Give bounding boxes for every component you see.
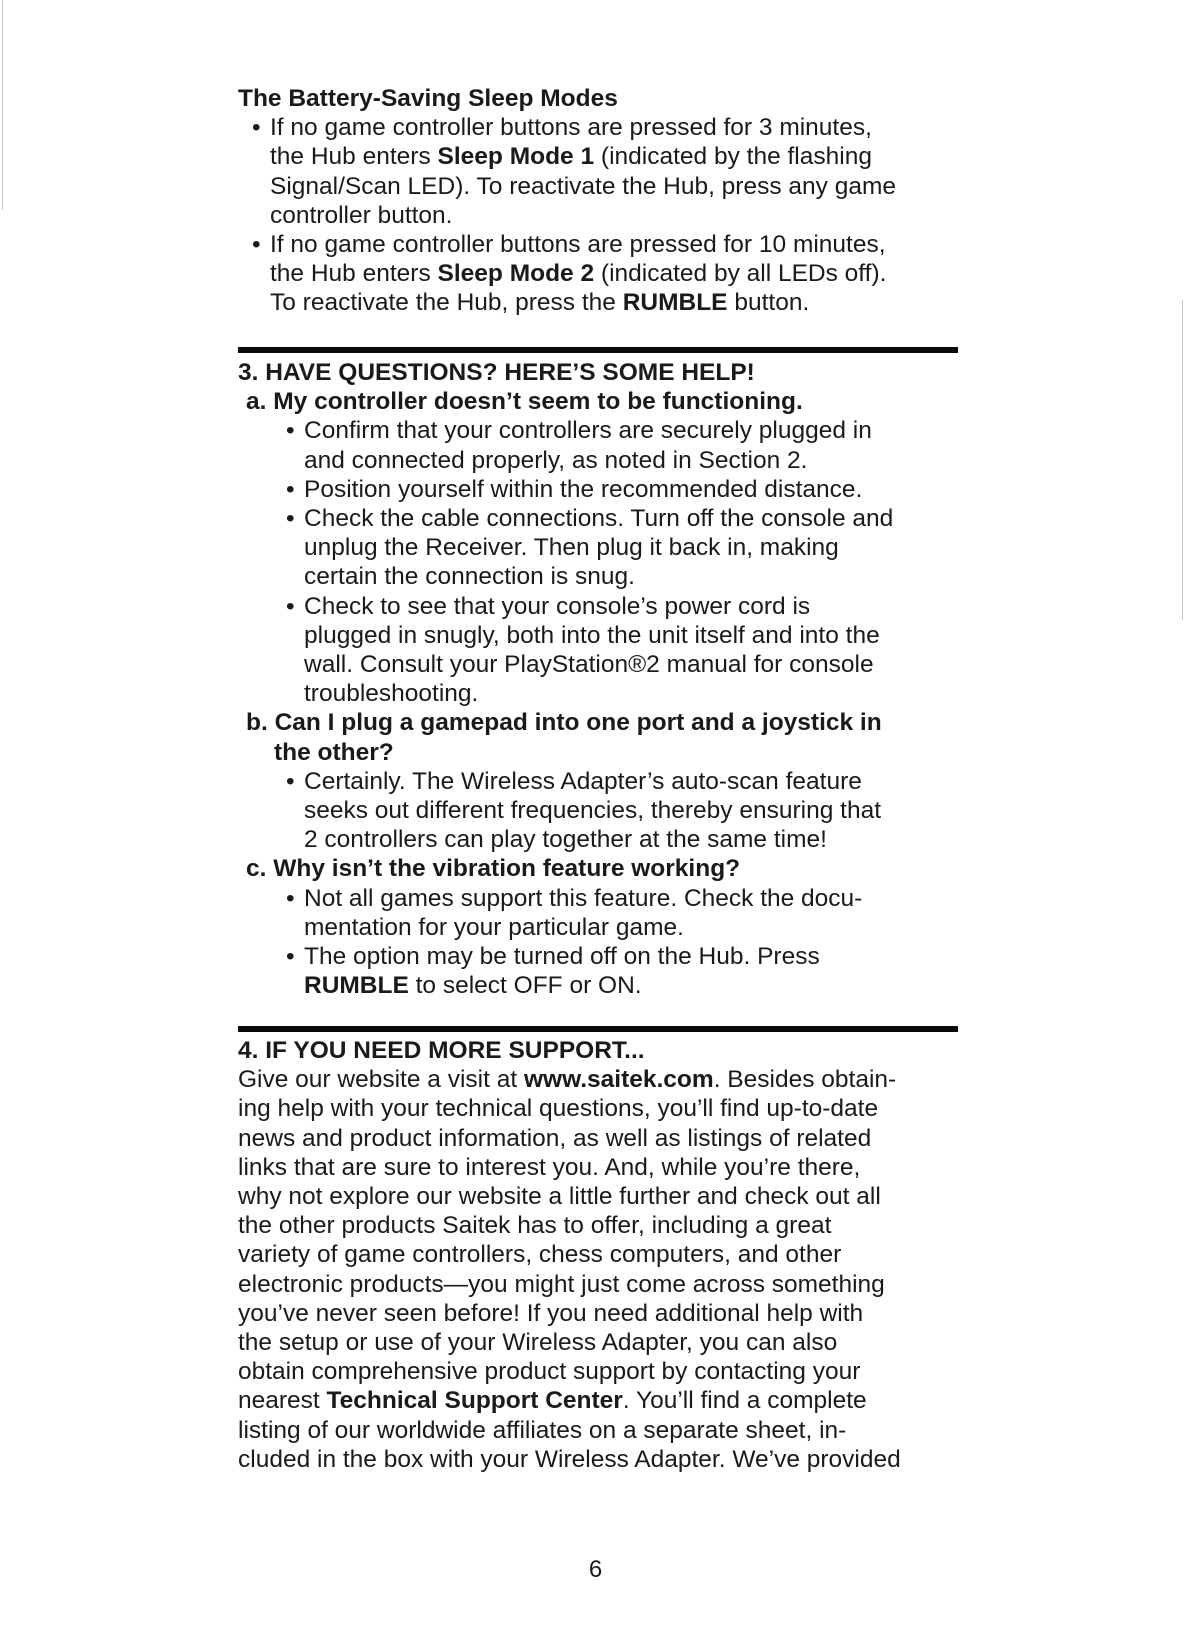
text: . You’ll find a complete [622,1387,867,1415]
sleep-mode-2-label: Sleep Mode 2 [437,260,595,288]
text: the setup or use of your Wireless Adapter, you can also [238,1329,838,1357]
website-link[interactable]: www.saitek.com [523,1066,714,1094]
text: Confirm that your controllers are securely plugged in [304,417,872,445]
text: the Hub enters [270,260,438,288]
bullet-dot: • [286,505,295,533]
text: ing help with your technical questions, you’ll find up-to-date [238,1095,879,1123]
text: plugged in snugly, both into the unit itself and into the [304,621,880,649]
question-c: c. Why isn’t the vibration feature working? [246,855,741,883]
answers-c [286,884,958,1001]
text: seeks out different frequencies, thereby ensuring that [304,797,882,825]
sleep-modes-section [238,84,958,318]
text: to select OFF or ON. [408,972,642,1000]
help-heading: 3. HAVE QUESTIONS? HERE’S SOME HELP! [238,359,755,386]
text: and connected properly, as noted in Section 2. [304,446,808,474]
sleep-mode-1-label: Sleep Mode 1 [437,143,595,171]
bullet-dot: • [286,475,295,503]
page-number: 6 [588,1556,603,1583]
bullet-dot: • [252,114,261,142]
text: obtain comprehensive product support by contacting your [238,1358,861,1386]
text: variety of game controllers, chess computers, and other [238,1241,842,1269]
text: Not all games support this feature. Check the docu- [304,884,863,912]
bullet-dot: • [286,943,295,971]
text: Check to see that your console’s power cord is [304,592,811,620]
tech-support-center-label: Technical Support Center [326,1387,623,1415]
text: . Besides obtain- [713,1066,897,1094]
support-section [238,1036,958,1474]
text: Signal/Scan LED). To reactivate the Hub, press any game [270,172,896,200]
text: controller button. [270,201,453,229]
text: To reactivate the Hub, press the [270,289,623,317]
bullet-dot: • [286,884,295,912]
text: the Hub enters [270,143,438,171]
text: If no game controller buttons are pressed for 3 minutes, [270,114,872,142]
bullet-dot: • [286,417,295,445]
text: certain the connection is snug. [304,563,635,591]
section-divider-1 [238,347,958,353]
text: why not explore our website a little further and check out all [238,1183,881,1211]
question-b: b. Can I plug a gamepad into one port and a joystick in [246,709,882,737]
support-heading: 4. IF YOU NEED MORE SUPPORT... [238,1037,645,1064]
text: If no game controller buttons are pressed for 10 minutes, [270,231,886,259]
text: 2 controllers can play together at the same time! [304,826,827,854]
text: (indicated by the flashing [594,143,872,171]
rumble-label: RUMBLE [304,972,409,1000]
bullet-dot: • [286,767,295,795]
text: button. [727,289,810,317]
sleep-modes-heading: The Battery-Saving Sleep Modes [238,85,618,112]
text: Certainly. The Wireless Adapter’s auto-scan feature [304,767,862,795]
text: unplug the Receiver. Then plug it back in, making [304,534,839,562]
sleep-bullet-1 [252,113,958,230]
bullet-dot: • [252,231,261,259]
text: troubleshooting. [304,680,479,708]
text: mentation for your particular game. [304,913,684,941]
question-a: a. My controller doesn’t seem to be functioning. [246,388,803,416]
help-section [238,358,958,1000]
text: listing of our worldwide affiliates on a separate sheet, in- [238,1416,847,1444]
question-b-cont: the other? [274,738,394,766]
section-divider-2 [238,1026,958,1032]
text: the other products Saitek has to offer, including a great [238,1212,832,1240]
text: The option may be turned off on the Hub. Press [304,943,820,971]
text: news and product information, as well as listings of related [238,1124,872,1152]
text: (indicated by all LEDs off). [594,260,887,288]
text: Position yourself within the recommended distance. [304,475,863,503]
sleep-bullet-2 [252,230,958,318]
rumble-label: RUMBLE [622,289,728,317]
answers-b [286,767,958,855]
text: Give our website a visit at [238,1066,524,1094]
scan-edge-right [1182,300,1183,620]
bullet-dot: • [286,592,295,620]
text: links that are sure to interest you. And, while you’re there, [238,1153,861,1181]
text: nearest [238,1387,327,1415]
text: you’ve never seen before! If you need additional help with [238,1299,864,1327]
answers-a [286,416,958,708]
text: electronic products—you might just come across something [238,1270,885,1298]
text: cluded in the box with your Wireless Adapter. We’ve provided [238,1445,901,1473]
text: wall. Consult your PlayStation®2 manual for console [304,651,874,679]
text: Check the cable connections. Turn off the console and [304,505,894,533]
scan-edge-left [2,0,3,210]
